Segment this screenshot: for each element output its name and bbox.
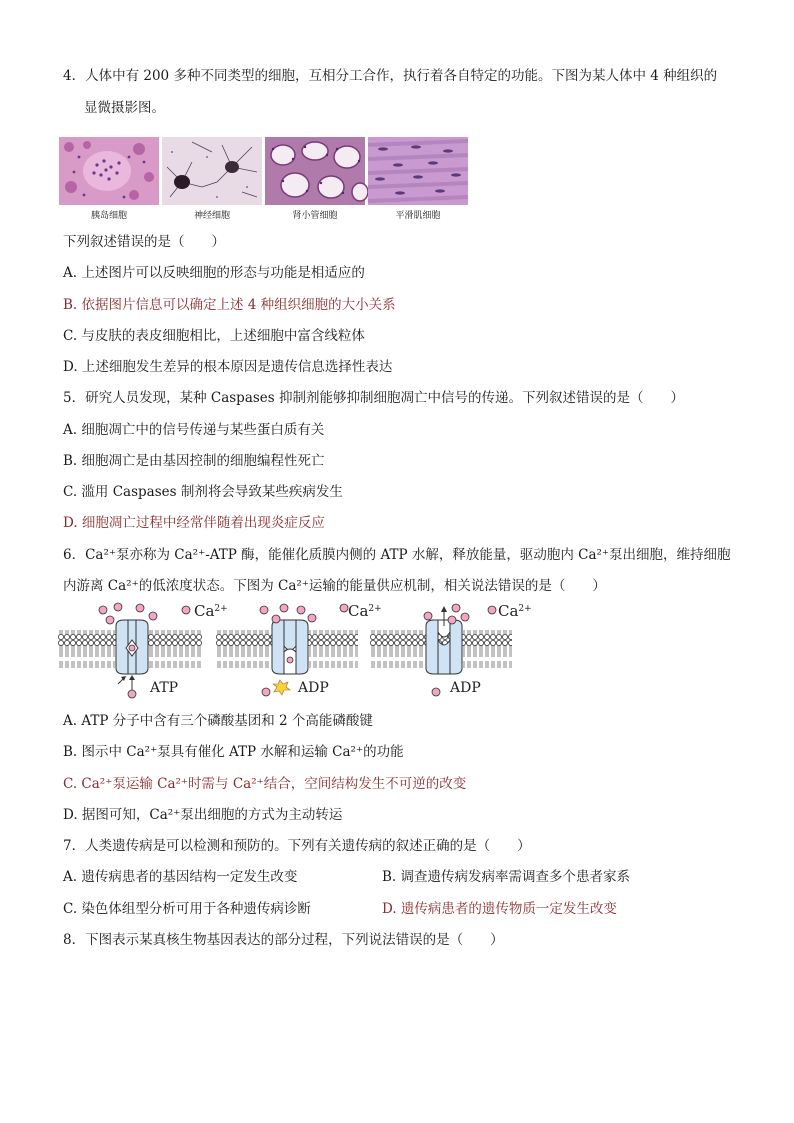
ca-charge-superscript: 2+ bbox=[368, 604, 382, 614]
q6-stem-line2: 内游离 Ca²⁺的低浓度状态。下图为 Ca²⁺运输的能量供应机制，相关说法错误的是（ ） bbox=[63, 578, 606, 594]
q6-option-d: D. 据图可知，Ca²⁺泵出细胞的方式为主动转运 bbox=[63, 807, 343, 823]
q4-option-a: A. 上述图片可以反映细胞的形态与功能是相适应的 bbox=[63, 265, 365, 281]
q6-option-c: C. Ca²⁺泵运输 Ca²⁺时需与 Ca²⁺结合，空间结构发生不可逆的改变 bbox=[63, 776, 467, 792]
neuron-micrograph-icon bbox=[162, 137, 262, 205]
q5-option-b: B. 细胞凋亡是由基因控制的细胞编程性死亡 bbox=[63, 453, 325, 469]
panel-3 bbox=[370, 602, 532, 696]
islet-cells-micrograph-icon bbox=[59, 137, 159, 205]
panel-1-label: ATP bbox=[150, 680, 179, 696]
panel-3-label: ADP bbox=[450, 680, 481, 696]
panel-2-label: ADP bbox=[298, 680, 329, 696]
ca-charge-superscript: 2+ bbox=[518, 604, 532, 614]
q6-option-b: B. 图示中 Ca²⁺泵具有催化 ATP 水解和运输 Ca²⁺的功能 bbox=[63, 744, 404, 760]
smooth-muscle-micrograph-icon bbox=[368, 137, 468, 205]
q8-stem: 8．下图表示某真核生物基因表达的部分过程，下列说法错误的是（ ） bbox=[63, 932, 504, 948]
ca-charge-superscript: 2+ bbox=[214, 604, 228, 614]
q7-option-d: D. 遗传病患者的遗传物质一定发生改变 bbox=[382, 901, 617, 917]
q6-stem-line1: 6．Ca²⁺泵亦称为 Ca²⁺-ATP 酶，能催化质膜内侧的 ATP 水解，释放能量，驱动胞内 Ca²⁺泵出细胞，维持细胞 bbox=[63, 547, 731, 563]
q4-option-c: C. 与皮肤的表皮细胞相比，上述细胞中富含线粒体 bbox=[63, 328, 365, 344]
micro-label-muscle: 平滑肌细胞 bbox=[395, 211, 441, 221]
q4-stem-line1: 4．人体中有 200 多种不同类型的细胞，互相分工合作，执行着各自特定的功能。下图为某人体中 4 种组织的 bbox=[63, 68, 718, 84]
renal-tubule-micrograph-icon bbox=[265, 137, 365, 205]
micro-label-renal: 肾小管细胞 bbox=[292, 211, 338, 221]
micro-label-islet: 胰岛细胞 bbox=[90, 211, 127, 221]
q4-stem-line2: 显微摄影图。 bbox=[84, 100, 165, 116]
q7-option-b: B. 调查遗传病发病率需调查多个患者家系 bbox=[382, 869, 631, 885]
q5-option-c: C. 滥用 Caspases 制剂将会导致某些疾病发生 bbox=[63, 484, 343, 500]
q4-option-b: B. 依据图片信息可以确定上述 4 种组织细胞的大小关系 bbox=[63, 297, 396, 313]
panel-1 bbox=[58, 602, 228, 698]
q5-stem: 5．研究人员发现，某种 Caspases 抑制剂能够抑制细胞凋亡中信号的传递。下列叙述错误的是（ ） bbox=[63, 390, 685, 406]
q4-question: 下列叙述错误的是（ ） bbox=[63, 234, 225, 250]
panel-2 bbox=[216, 602, 382, 696]
q6-option-a: A. ATP 分子中含有三个磷酸基团和 2 个高能磷酸键 bbox=[63, 713, 373, 729]
ca-legend-label-3: $Ca^{2+}$ bbox=[498, 602, 532, 620]
ca-legend-label: $Ca^{2+}$ bbox=[194, 602, 228, 620]
q4-micrograph-row bbox=[59, 132, 471, 222]
q7-option-a: A. 遗传病患者的基因结构一定发生改变 bbox=[63, 869, 298, 885]
micro-label-neuron: 神经细胞 bbox=[193, 211, 230, 221]
q7-option-c: C. 染色体组型分析可用于各种遗传病诊断 bbox=[63, 901, 311, 917]
q4-option-d: D. 上述细胞发生差异的根本原因是遗传信息选择性表达 bbox=[63, 359, 393, 375]
ca-legend-label-2: $Ca^{2+}$ bbox=[348, 602, 382, 620]
q5-option-a: A. 细胞凋亡中的信号传递与某些蛋白质有关 bbox=[63, 422, 325, 438]
ca-pump-membrane-figure bbox=[58, 602, 532, 702]
q5-option-d: D. 细胞凋亡过程中经常伴随着出现炎症反应 bbox=[63, 515, 325, 531]
q7-stem: 7．人类遗传病是可以检测和预防的。下列有关遗传病的叙述正确的是（ ） bbox=[63, 838, 531, 854]
